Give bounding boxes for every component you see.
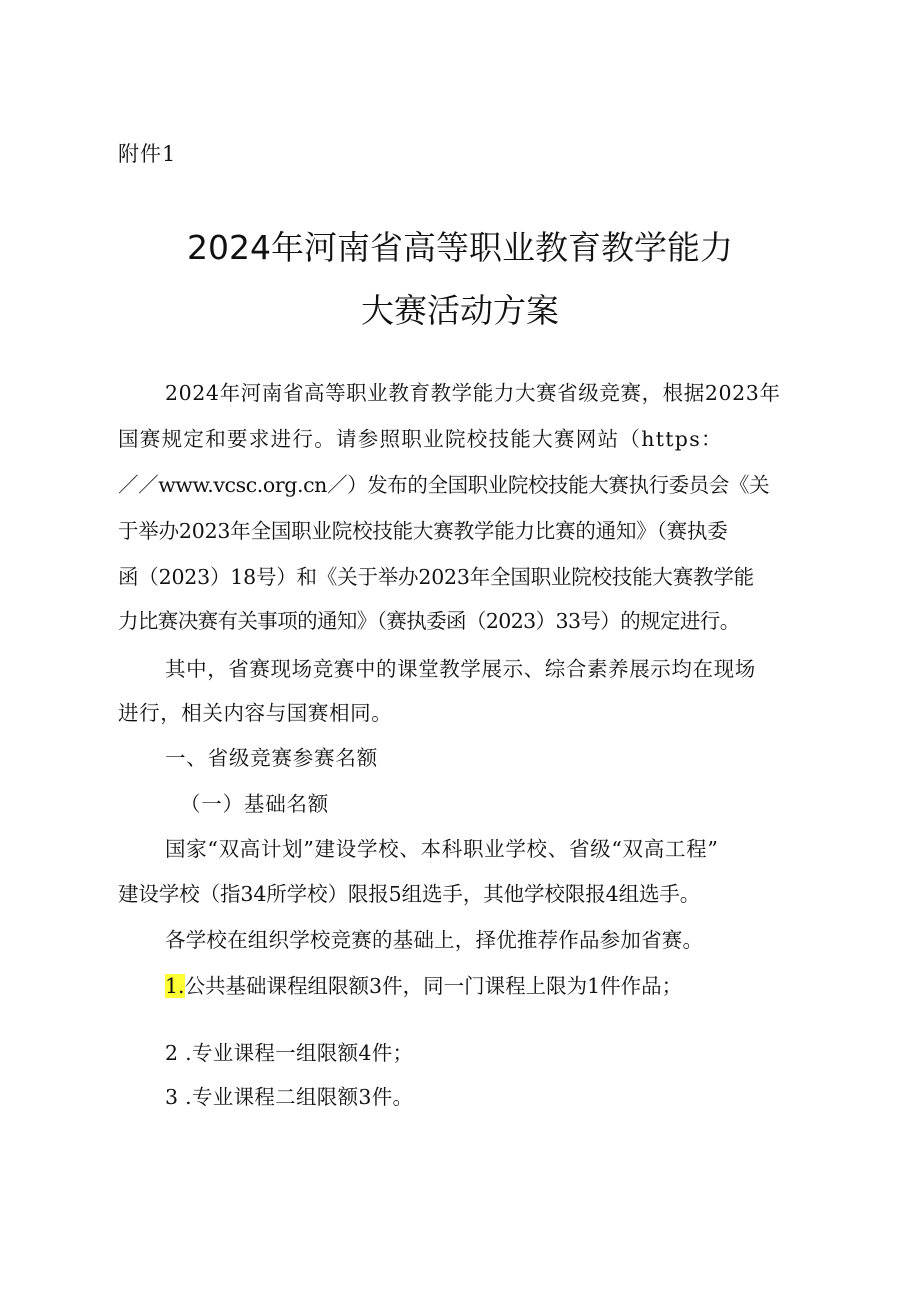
list-item-3: [165, 1082, 413, 1112]
document-title-line-1: 2024年河南省高等职业教育教学能力: [187, 228, 733, 267]
annex-label: 附件1: [118, 142, 177, 166]
paragraph-1-line-2: 国赛规定和要求进行。请参照职业院校技能大赛网站（https：: [118, 427, 723, 451]
section-1-heading: 一、省级竞赛参赛名额: [165, 746, 378, 770]
paragraph-1-line-4: 于举办2023年全国职业院校技能大赛教学能力比赛的通知》（赛执委: [118, 519, 728, 543]
list-item-2: [165, 1038, 413, 1068]
list-item-2-text: 专业课程一组限额4件；: [191, 1041, 414, 1065]
paragraph-3-line-2: 建设学校（指34所学校）限报5组选手，其他学校限报4组选手。: [118, 882, 701, 906]
paragraph-1-line-5: 函（2023）18号）和《关于举办2023年全国职业院校技能大赛教学能: [118, 565, 754, 589]
paragraph-1-line-1: 2024年河南省高等职业教育教学能力大赛省级竞赛，根据2023年: [165, 381, 781, 405]
list-item-3-number: 3 .: [165, 1085, 192, 1109]
paragraph-1-line-6: 力比赛决赛有关事项的通知》（赛执委函（2023）33号）的规定进行。: [118, 609, 740, 633]
list-item-1-number: 1.: [165, 974, 185, 998]
list-item-3-text: 专业课程二组限额3件。: [191, 1085, 414, 1109]
paragraph-2-line-1: 其中，省赛现场竞赛中的课堂教学展示、综合素养展示均在现场: [165, 657, 756, 681]
paragraph-2-line-2: 进行，相关内容与国赛相同。: [118, 701, 393, 725]
paragraph-3-line-1: 国家“双高计划”建设学校、本科职业学校、省级“双高工程”: [165, 837, 719, 861]
list-item-1: [165, 971, 682, 1001]
subsection-1-heading: （一）基础名额: [180, 792, 330, 816]
document-title-line-2: 大赛活动方案: [361, 291, 559, 330]
paragraph-1-line-3: ／／www.vcsc.org.cn／）发布的全国职业院校技能大赛执行委员会《关: [118, 473, 770, 497]
paragraph-4: 各学校在组织学校竞赛的基础上，择优推荐作品参加省赛。: [165, 928, 704, 952]
list-item-1-text: 公共基础课程组限额3件，同一门课程上限为1件作品；: [184, 974, 683, 998]
list-item-2-number: 2 .: [165, 1041, 192, 1065]
